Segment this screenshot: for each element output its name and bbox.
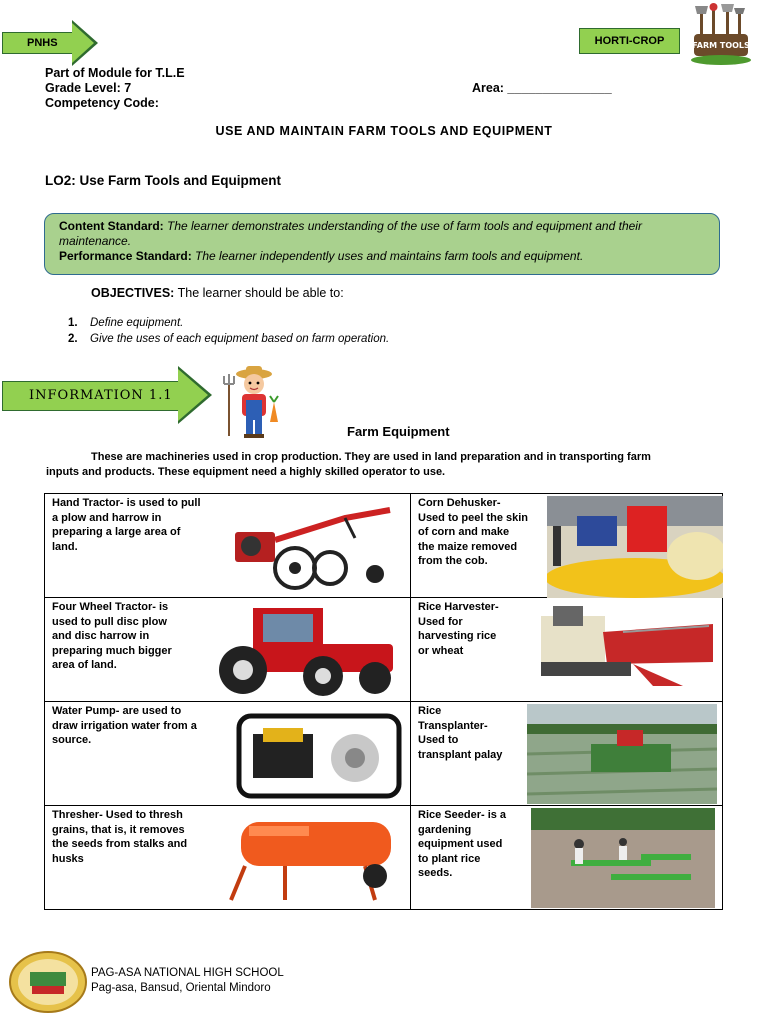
- pnhs-arrow-head-fill: [72, 23, 94, 63]
- intro-paragraph: [46, 450, 721, 479]
- hand-tractor-icon: [225, 498, 401, 592]
- rice-harvester-icon: [533, 602, 719, 698]
- cell-line: Used to: [418, 734, 459, 747]
- rice-harvester-text: [418, 600, 499, 658]
- cell-line: Water Pump- are used to: [52, 705, 182, 717]
- table-row: [45, 494, 723, 598]
- cell-line: Transplanter-: [418, 719, 488, 732]
- cell-line: the maize removed: [418, 540, 518, 553]
- area-field: Area: _______________: [472, 81, 612, 95]
- objectives-label: OBJECTIVES:: [91, 286, 175, 300]
- information-arrow-label: INFORMATION 1.1: [2, 381, 182, 411]
- cell-line: gardening: [418, 823, 472, 836]
- cell-line: Corn Dehusker-: [418, 497, 501, 509]
- cell-line: transplant palay: [418, 748, 503, 761]
- rice-seeder-cell: [411, 806, 723, 910]
- intro-line-2: inputs and products. These equipment need a highly skilled operator to use.: [46, 465, 446, 478]
- table-row: [45, 598, 723, 702]
- cell-line: preparing much bigger: [52, 644, 172, 657]
- information-arrow-head-fill: [178, 369, 208, 421]
- cell-line: grains, that is, it removes: [52, 823, 185, 836]
- rice-transplanter-icon: [527, 704, 717, 804]
- cell-line: Rice Seeder- is a: [418, 809, 507, 821]
- cell-line: harvesting rice: [418, 630, 497, 643]
- school-seal: [8, 950, 88, 1014]
- section-title: Farm Equipment: [347, 424, 450, 439]
- content-standard-label: Content Standard:: [59, 219, 164, 233]
- objectives-text: The learner should be able to:: [174, 286, 344, 300]
- farm-tools-logo: [686, 2, 756, 66]
- hand-tractor-cell: [45, 494, 411, 598]
- objectives-list: [68, 315, 389, 347]
- cell-line: equipment used: [418, 838, 503, 851]
- school-name: PAG-ASA NATIONAL HIGH SCHOOL: [91, 967, 284, 979]
- cell-line: Rice: [418, 705, 442, 717]
- horti-crop-label: HORTI-CROP: [579, 28, 680, 54]
- rice-transplanter-cell: [411, 702, 723, 806]
- cell-line: or wheat: [418, 644, 464, 657]
- table-row: [45, 806, 723, 910]
- farmer-illustration: [218, 364, 286, 440]
- content-standard: [59, 219, 705, 249]
- cell-line: Thresher- Used to thresh: [52, 809, 183, 821]
- performance-standard-text: The learner independently uses and maintains farm tools and equipment.: [191, 249, 584, 263]
- pnhs-arrow-label: PNHS: [2, 32, 78, 54]
- corn-dehusker-text: [418, 496, 528, 569]
- cell-line: used to pull disc plow: [52, 615, 167, 628]
- cell-line: preparing a large area of: [52, 526, 181, 539]
- content-standard-text: The learner demonstrates understanding of the use of farm tools and equipment and their maintenance.: [59, 219, 642, 248]
- cell-line: land.: [52, 540, 78, 553]
- equipment-table: [44, 493, 723, 910]
- cell-line: draw irrigation water from a: [52, 719, 197, 732]
- cell-line: the seeds from stalks and: [52, 838, 188, 851]
- water-pump-text: [52, 704, 197, 748]
- cell-line: husks: [52, 852, 84, 865]
- lo2-heading: LO2: Use Farm Tools and Equipment: [45, 173, 282, 188]
- water-pump-cell: [45, 702, 411, 806]
- cell-line: Used for: [418, 615, 463, 628]
- cell-line: a plow and harrow in: [52, 511, 162, 524]
- four-wheel-tractor-cell: [45, 598, 411, 702]
- thresher-icon: [225, 812, 405, 904]
- school-info: [91, 966, 284, 995]
- list-item: [68, 331, 389, 347]
- competency-code: Competency Code:: [45, 96, 159, 110]
- list-item: [68, 315, 389, 331]
- objectives-heading: [91, 286, 344, 300]
- list-text: Give the uses of each equipment based on farm operation.: [90, 333, 390, 345]
- four-wheel-tractor-text: [52, 600, 172, 673]
- list-text: Define equipment.: [90, 317, 184, 329]
- performance-standard: [59, 249, 705, 264]
- cell-line: seeds.: [418, 867, 453, 880]
- rice-transplanter-text: [418, 704, 502, 762]
- list-number: 1.: [68, 317, 78, 329]
- standards-box: [44, 213, 720, 275]
- farm-tools-logo-text: FARM TOOLS: [692, 41, 750, 50]
- rice-seeder-text: [418, 808, 506, 881]
- grade-level: Grade Level: 7: [45, 81, 132, 95]
- rice-seeder-icon: [531, 808, 715, 908]
- corn-dehusker-cell: [411, 494, 723, 598]
- performance-standard-label: Performance Standard:: [59, 249, 192, 263]
- school-address: Pag-asa, Bansud, Oriental Mindoro: [91, 981, 271, 994]
- list-number: 2.: [68, 333, 78, 345]
- four-wheel-tractor-icon: [213, 604, 403, 700]
- cell-line: from the cob.: [418, 555, 488, 568]
- cell-line: of corn and make: [418, 526, 510, 539]
- hand-tractor-text: [52, 496, 201, 554]
- thresher-cell: [45, 806, 411, 910]
- cell-line: Rice Harvester-: [418, 601, 499, 613]
- thresher-text: [52, 808, 187, 866]
- cell-line: to plant rice: [418, 852, 481, 865]
- cell-line: Used to peel the skin: [418, 511, 529, 524]
- table-row: [45, 702, 723, 806]
- page-title: USE AND MAINTAIN FARM TOOLS AND EQUIPMENT: [215, 124, 553, 138]
- module-line: Part of Module for T.L.E: [45, 66, 185, 80]
- cell-line: source.: [52, 734, 92, 747]
- cell-line: and disc harrow in: [52, 630, 150, 643]
- cell-line: area of land.: [52, 659, 117, 672]
- rice-harvester-cell: [411, 598, 723, 702]
- cell-line: Four Wheel Tractor- is: [52, 601, 169, 613]
- water-pump-icon: [233, 710, 405, 802]
- intro-line-1: These are machineries used in crop production. They are used in land preparation and in transporting farm: [91, 451, 651, 463]
- cell-line: Hand Tractor- is used to pull: [52, 497, 201, 509]
- corn-dehusker-icon: [547, 496, 723, 598]
- module-meta: [45, 66, 185, 111]
